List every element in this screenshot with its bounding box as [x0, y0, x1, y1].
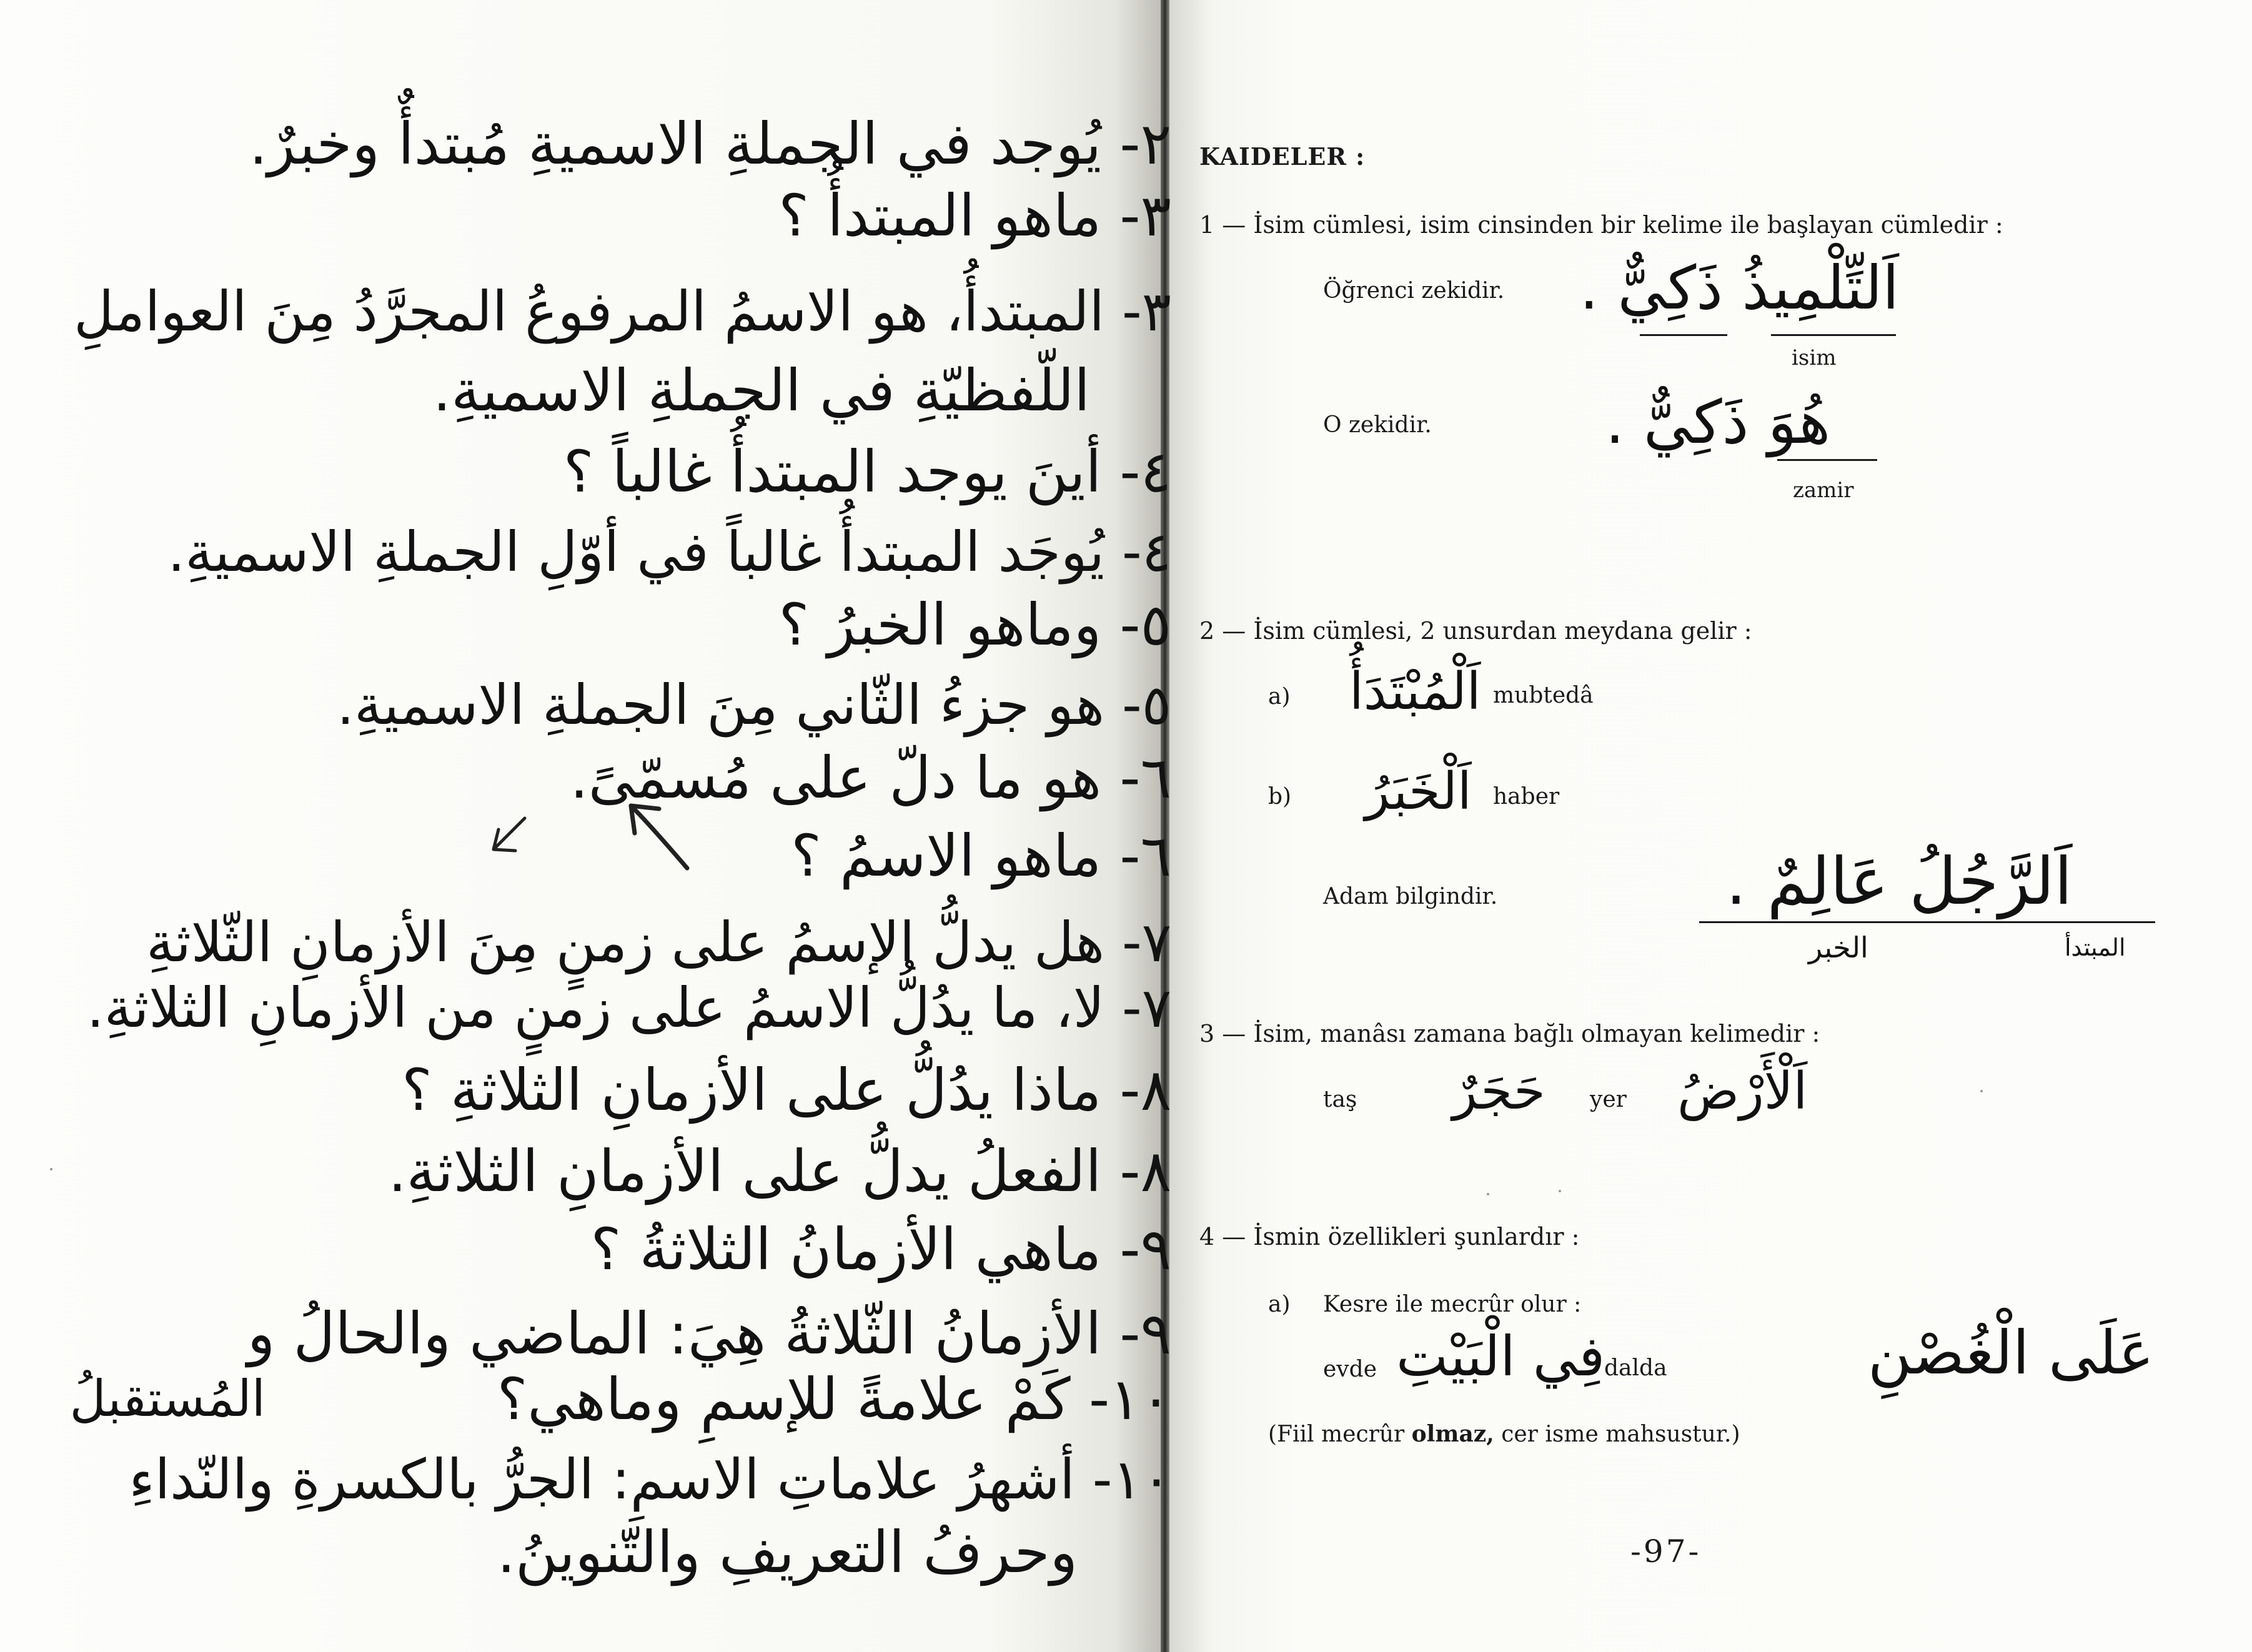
arabic-line-6: ٤- يُوجَد المبتدأُ غالباً في أوّلِ الجملةِ الاسميةِ.: [167, 520, 1171, 584]
rule-2-text: 2 — İsim cümlesi, 2 unsurdan meydana gelir :: [1199, 617, 1752, 645]
rule-4-a-label: a): [1268, 1292, 1291, 1317]
arabic-line-12: ٧- لا، ما يدُلُّ الاسمُ على زمنٍ من الأزمانِ الثلاثةِ.: [86, 976, 1171, 1040]
scan-speck: [1487, 1193, 1489, 1195]
arabic-line-4: اللّفظيّةِ في الجملةِ الاسميةِ.: [432, 357, 1090, 424]
rule-1-text: 1 — İsim cümlesi, isim cinsinden bir kelime ile başlayan cümledir :: [1199, 211, 2003, 239]
rule-1-tag-isim: isim: [1792, 345, 1837, 370]
rule-2-b-label: b): [1268, 784, 1292, 809]
arabic-line-20: وحرفُ التعريفِ والتّنوينُ.: [497, 1519, 1078, 1586]
arabic-line-15: ٩- ماهي الأزمانُ الثلاثةُ ؟: [590, 1216, 1171, 1283]
rule-2-tag-mubtada: المبتدأ: [2065, 934, 2126, 961]
rule-4-note: [1268, 1421, 1740, 1447]
rule-4-note-bold: olmaz,: [1411, 1421, 1494, 1447]
scan-speck: [1980, 1090, 1983, 1092]
arabic-line-7: ٥- وماهو الخبرُ ؟: [778, 591, 1171, 658]
right-page: [1169, 0, 2252, 1652]
arabic-line-17: المُستقبلُ: [69, 1370, 265, 1428]
arabic-line-9: ٦- هو ما دلّ على مُسمّىً.: [570, 744, 1171, 811]
rule-4-note-start: (Fiil mecrûr: [1268, 1422, 1412, 1447]
rule-3-word-2-arabic: اَلْأَرْضُ: [1677, 1062, 1808, 1121]
arabic-line-11: ٧- هل يدلُّ الإسمُ على زمنٍ مِنَ الأزمانِ الثّلاثةِ: [146, 910, 1171, 974]
arabic-line-16: ٩- الأزمانُ الثّلاثةُ هِيَ: الماضي والحالُ و: [247, 1300, 1171, 1367]
underline-subject: [1771, 334, 1896, 336]
arrow-annotation-icon: [481, 781, 706, 887]
rule-4-example-2-arabic: عَلَى الْغُصْنِ: [1868, 1318, 2155, 1388]
scan-speck: [50, 1168, 52, 1170]
arabic-line-2: ٣- ماهو المبتدأُ ؟: [778, 182, 1171, 249]
arabic-line-13: ٨- ماذا يدُلُّ على الأزمانِ الثلاثةِ ؟: [401, 1057, 1171, 1124]
rule-1-example-1-arabic: اَلتِّلْمِيذُ ذَكِيٌّ .: [1579, 253, 1899, 323]
underline-predicate: [1640, 334, 1727, 336]
arabic-line-19: ١٠- أشهرُ علاماتِ الاسمِ: الجرُّ بالكسرةِ والنّداءِ: [129, 1447, 1171, 1511]
arabic-line-3: ٣- المبتدأُ، هو الاسمُ المرفوعُ المجرَّدُ مِنَ العواملِ: [74, 279, 1171, 344]
arabic-line-14: ٨- الفعلُ يدلُّ على الأزمانِ الثلاثةِ.: [388, 1138, 1171, 1205]
arabic-line-10: ٦- ماهو الاسمُ ؟: [791, 823, 1171, 889]
arabic-line-5: ٤- أينَ يوجد المبتدأُ غالباً ؟: [563, 438, 1171, 505]
arabic-line-8: ٥- هو جزءُ الثّاني مِنَ الجملةِ الاسميةِ.: [337, 673, 1171, 737]
rules-heading: KAIDELER :: [1199, 142, 1366, 171]
underline-pronoun: [1777, 459, 1877, 461]
rule-2-tag-khabar: الخبر: [1808, 931, 1868, 964]
rule-2-a-turkish: mubtedâ: [1493, 683, 1594, 708]
page-number: -97-: [1630, 1533, 1702, 1570]
arabic-line-1: ٢- يُوجد في الجملةِ الاسميةِ مُبتدأٌ وخبرٌ.: [249, 111, 1171, 177]
rule-1-example-1-turkish: Öğrenci zekidir.: [1323, 278, 1505, 304]
rule-2-b-arabic: اَلْخَبَرُ: [1365, 762, 1472, 821]
rule-3-word-1-arabic: حَجَرٌ: [1452, 1062, 1545, 1121]
rule-2-example-arabic: اَلرَّجُلُ عَالِمٌ .: [1725, 843, 2073, 919]
rule-4-example-1-arabic: فِي الْبَيْتِ: [1396, 1324, 1605, 1388]
underline-sentence: [1699, 921, 2155, 923]
rule-4-note-end: cer isme mahsustur.): [1494, 1422, 1740, 1447]
rule-3-word-1-turkish: taş: [1323, 1087, 1357, 1112]
rule-4-text: 4 — İsmin özellikleri şunlardır :: [1199, 1223, 1580, 1250]
rule-2-a-label: a): [1268, 684, 1291, 710]
arabic-line-18: ١٠- كَمْ علامةً للإسمِ وماهي؟: [497, 1366, 1171, 1433]
rule-1-example-2-turkish: O zekidir.: [1323, 412, 1432, 438]
rule-2-example-turkish: Adam bilgindir.: [1323, 884, 1498, 909]
scan-speck: [1559, 1190, 1561, 1192]
rule-3-word-2-turkish: yer: [1590, 1087, 1627, 1112]
rule-4-example-2-turkish: dalda: [1604, 1355, 1667, 1381]
rule-3-text: 3 — İsim, manâsı zamana bağlı olmayan kelimedir :: [1199, 1020, 1820, 1047]
rule-2-a-arabic: اَلْمُبْتَدَأُ: [1349, 662, 1481, 721]
rule-1-tag-zamir: zamir: [1793, 478, 1854, 503]
rule-4-example-1-turkish: evde: [1323, 1357, 1377, 1382]
rule-4-a-text: Kesre ile mecrûr olur :: [1323, 1292, 1582, 1317]
rule-1-example-2-arabic: هُوَ ذَكِيٌّ .: [1605, 387, 1831, 457]
rule-2-b-turkish: haber: [1493, 784, 1560, 809]
